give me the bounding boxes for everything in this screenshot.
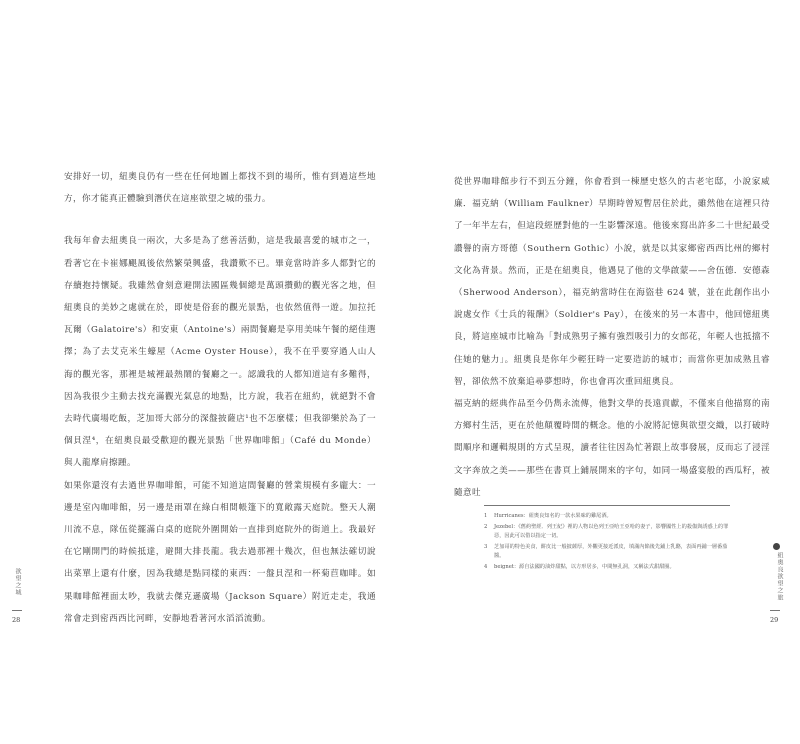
paragraph: 我每年會去紐奧良一兩次，大多是為了慈善活動，這是我最喜愛的城市之一，看著它在卡崔娜颶風後依然繁榮興盛，我讚歎不已。畢竟當時許多人都對它的存續抱持懷疑。我雖然會刻意避開法國區幾個總是萬頭攢動的觀光客之地，但紐奧良的美妙之處就在於，即使是俗套的觀光景點，也依然值得一遊。加拉托瓦爾（Galatoire's）和安東（Antoine's）兩間餐廳是享用美味午餐的絕佳選擇；為了去艾克米生蠔屋（Acme Oyster House），我不在乎要穿過人山人海的觀光客，那裡是城裡最熱鬧的餐廳之一。認識我的人都知道這有多難得，因為我很少主動去找充滿觀光氣息的地點，比方說，我若在紐約，就絕對不會去時代廣場吃飯，芝加哥大部分的深盤披薩店¹也不怎麼樣；但我卻樂於為了一個貝涅⁴，在紐奧良最受歡迎的觀光景點「世界咖啡館」（Café du Monde）與人龍摩肩擦踵。 [64,236,376,469]
footnotes [484,505,730,574]
paragraph: 安排好一切，紐奧良仍有一些在任何地圖上都找不到的場所，惟有到過這些地方，你才能真正體驗到潛伏在這座欲望之城的張力。 [64,172,376,205]
footnote-number: 1 [484,513,488,519]
footnote-text: Jezebel：《舊約聖經．列王紀》裡的人物以色列王亞哈王亞哈的妻子，影響國性上的殺傷與誘惑上的罪惡，因此可以借以指定一切。 [494,524,729,539]
left-running-title: 欲望之城 [14,568,21,596]
footnote [484,543,730,560]
left-page-number: 28 [12,616,21,624]
footnote [484,523,730,540]
footnote-number: 4 [484,564,488,571]
folio-rule [12,610,22,611]
paragraph: 如果你還沒有去過世界咖啡館，可能不知道這間餐廳的營業規模有多龐大：一邊是室內咖啡館，另一邊是雨罩在綠白相間帳篷下的寬敞露天庭院。整天人潮川流不息，隊伍從擺滿白桌的庭院外圍開始一直排到庭院外的街道上。我最好在它剛開門的時候抵達，避開大排長龍。我去過那裡十幾次，但也無法確切說出菜單上還有什麼，因為我總是點同樣的東西：一盤貝涅和一杯菊苣咖啡。如果咖啡館裡面太吵，我就去傑克遜廣場（Jackson Square）附近走走，我通常會走到密西西比河畔，安靜地看著河水滔滔流動。 [64,480,376,624]
left-page-body [64,166,376,630]
footnote-text: beignet：源自法國的油炸甜點，以方形居多，中間無孔洞，又稱法式甜甜圈。 [494,564,675,571]
right-running-title: 紐奧良欲望之旅 [776,552,783,601]
footnote [484,512,730,520]
right-page-number: 29 [770,616,779,624]
footnote-number: 3 [484,544,488,551]
right-page-body [454,171,770,504]
footnote-text: 芝加哥的特色美食，餅皮比一般披薩厚，外觀更接近派皮，填滿內餡後先鋪上乳酪，表面再鋪一層番茄醬。 [494,544,728,559]
footnote-text: Hurricanes：紐奧良知名的一款水果味的雞尾酒。 [494,513,612,519]
footnote-number: 2 [484,524,488,531]
paragraph: 從世界咖啡館步行不到五分鐘，你會看到一棟歷史悠久的古老宅邸，小說家威廉．福克納（William Faulkner）早期時曾短暫居住於此，雖然他在這裡只待了一年半左右，但這段經歷對他的一生影響深遠。他後來寫出許多二十世紀最受讚譽的南方哥德（Southern Gothic）小說，就是以其家鄉密西西比州的鄉村文化為背景。然而，正是在紐奧良，他遇見了他的文學啟蒙——舍伍德．安德森（Sherwood Anderson），福克納當時住在海盜巷 624 號，並在此創作出小說處女作《士兵的報酬》（Soldier's Pay），在後來的另一本書中，他回憶紐奧良，將這座城市比喻為「對成熟男子擁有強烈吸引力的女郎花，年輕人也抵擋不住她的魅力」。紐奧良是你年少輕狂時一定要造訪的城市；而當你更加成熟且睿智，卻依然不放棄追尋夢想時，你也會再次重回紐奧良。 [454,177,770,387]
footnote [484,563,730,571]
paragraph: 福克納的經典作品至今仍雋永流傳，他對文學的長遠貢獻，不僅來自他描寫的南方鄉村生活，更在於他顛覆時間的概念。他的小說將記憶與欲望交織，以打破時間順序和邏輯規則的方式呈現，讀者往往因為忙著跟上故事發展，反而忘了浸淫文字奔放之美——那些在書頁上鋪展開來的字句，如同一場盛宴般的西瓜籽，被隨意吐 [454,399,770,498]
section-marker-icon [773,543,780,550]
folio-rule [770,610,780,611]
